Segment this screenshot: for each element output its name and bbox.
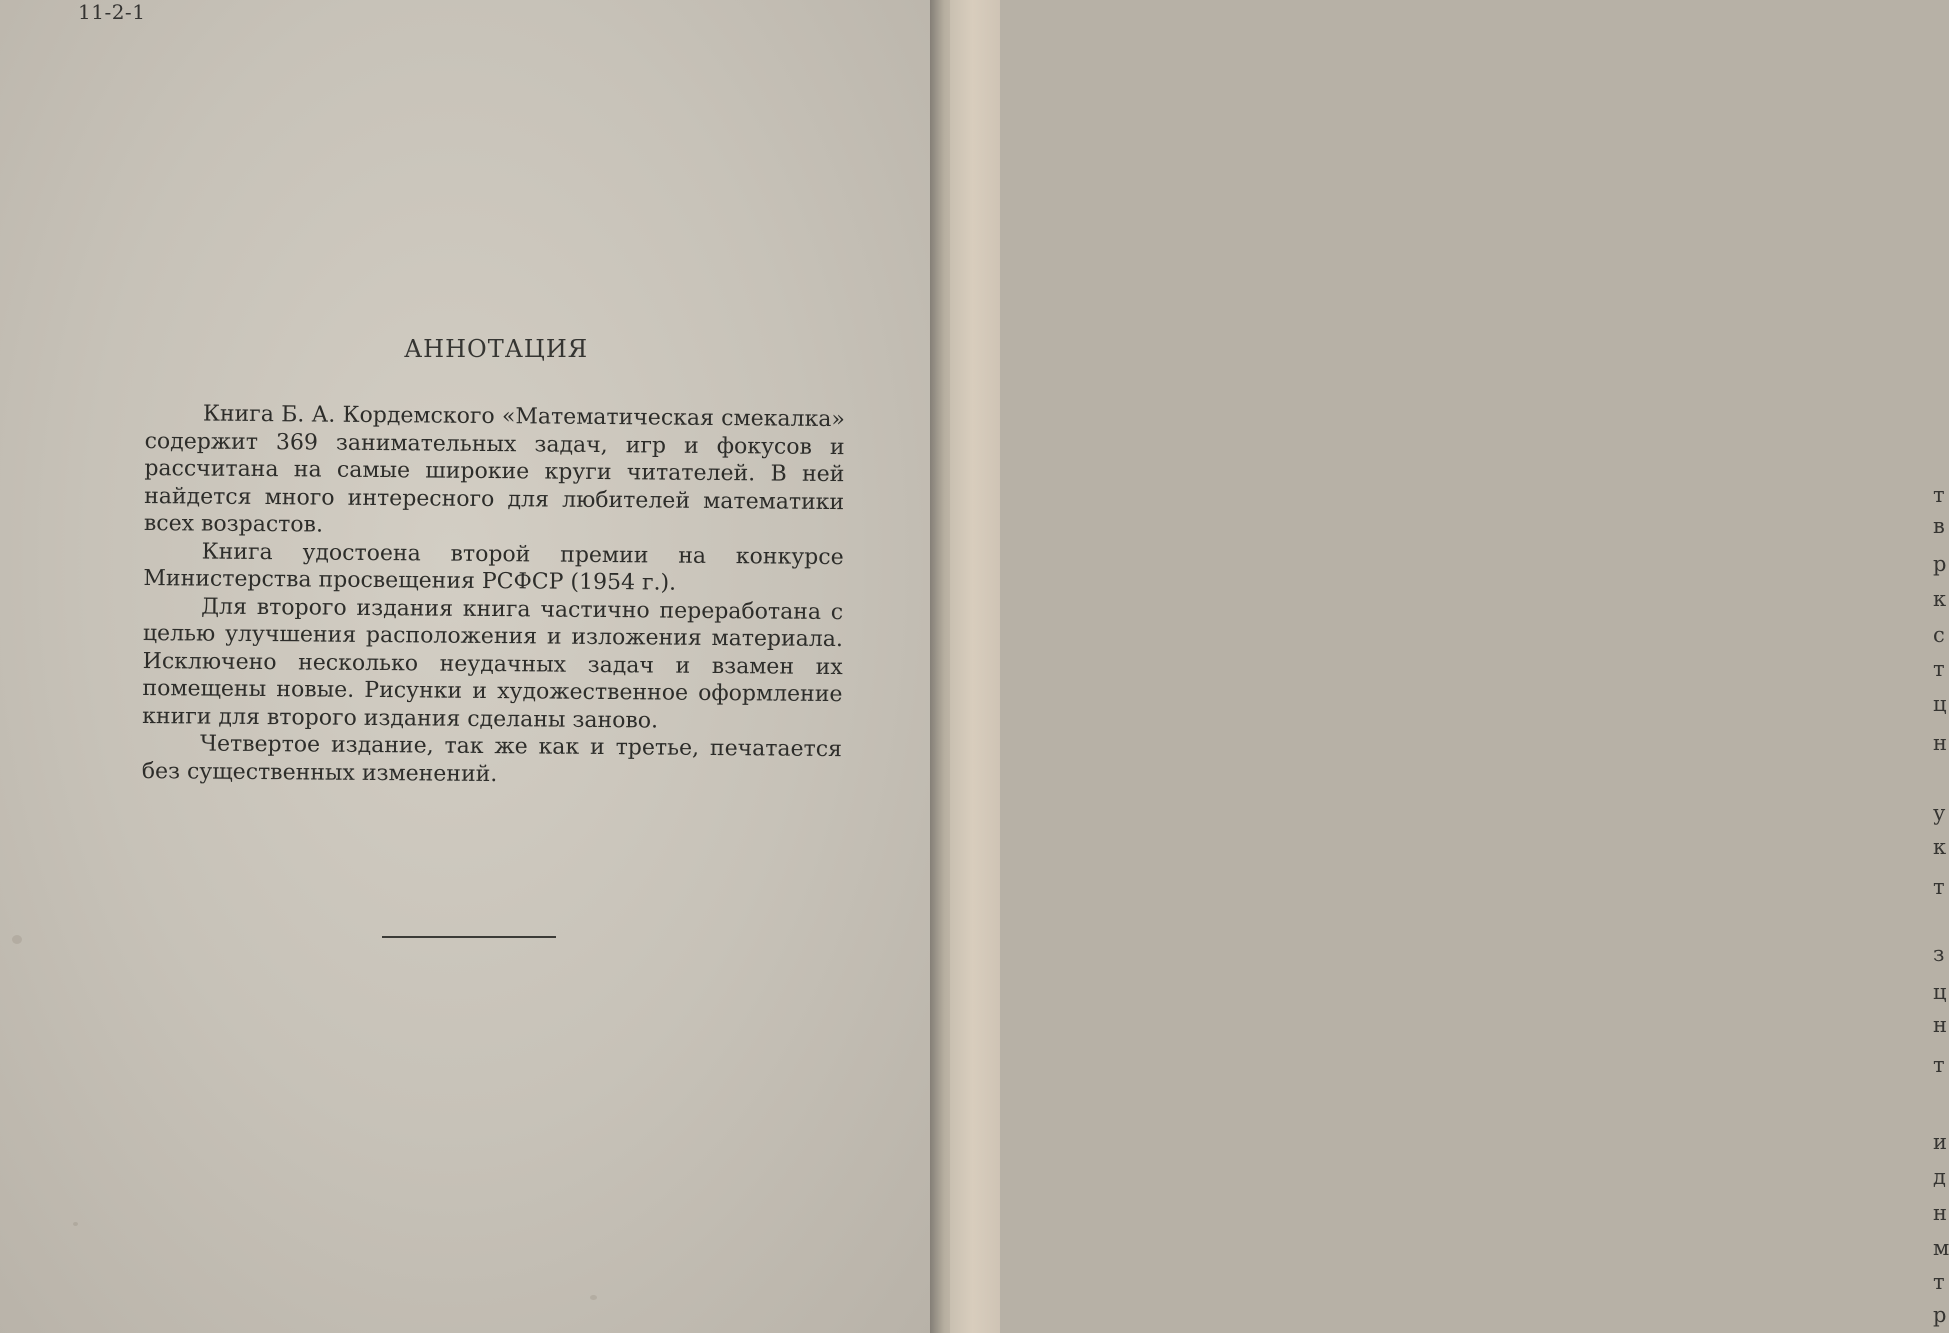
- right-page-edge-letter: к: [1933, 587, 1947, 611]
- right-page-edge-letter: н: [1933, 731, 1947, 755]
- right-page-edge-letter: к: [1933, 835, 1947, 859]
- annotation-paragraph-book-description: Книга Б. А. Кордемского «Математическая смекалка» содержит 369 занимательных задач, игр и фокусов и рассчитана на самые широкие круги читателей. В ней найдется много интересного для любителей математики всех возрастов.: [143, 401, 845, 538]
- right-page-edge-letter: м: [1933, 1236, 1949, 1260]
- right-page-edge-letter: р: [1933, 1303, 1947, 1327]
- paper-stain: [12, 935, 22, 944]
- annotation-paragraph-award: Книга удостоена второй премии на конкурсе Министерства просвещения РСФСР (1954 г.).: [143, 539, 844, 596]
- right-page-edge-letter: ц: [1933, 980, 1947, 1004]
- right-page-edge-letter: з: [1933, 942, 1945, 966]
- right-book-page-edge: [950, 0, 1949, 1333]
- right-page-edge-letter: р: [1933, 552, 1947, 576]
- right-page-edge-letter: т: [1933, 1270, 1945, 1294]
- paper-stain: [590, 1295, 597, 1300]
- right-page-edge-letter: т: [1933, 657, 1945, 681]
- left-book-page: [0, 0, 940, 1333]
- section-divider: [382, 936, 556, 938]
- right-page-edge-letter: д: [1933, 1165, 1946, 1189]
- annotation-paragraph-fourth-edition: Четвертое издание, так же как и третье, печатается без существенных изменений.: [141, 731, 843, 787]
- right-page-edge-letter: н: [1933, 1013, 1947, 1037]
- right-page-edge-letter: н: [1933, 1201, 1947, 1225]
- right-page-edge-letter: и: [1933, 1130, 1947, 1154]
- annotation-paragraph-second-edition: Для второго издания книга частично переработана с целью улучшения расположения и изложения материала. Исключено несколько неудачных задач и взамен их помещены новые. Рисунки и художественное оформление книги для второго издания сделаны заново.: [142, 593, 844, 733]
- page-title: АННОТАЦИЯ: [404, 335, 589, 363]
- right-page-edge-letter: т: [1933, 483, 1945, 507]
- right-page-edge-letter: в: [1933, 514, 1945, 538]
- right-page-edge-letter: т: [1933, 875, 1945, 899]
- paper-stain: [73, 1222, 78, 1226]
- page-code: 11-2-1: [78, 0, 146, 24]
- right-page-edge-letter: с: [1933, 623, 1945, 647]
- right-page-edge-letter: т: [1933, 1053, 1945, 1077]
- annotation-text: [142, 400, 845, 791]
- right-page-edge-letter: ц: [1933, 692, 1947, 716]
- right-page-edge-letter: у: [1933, 801, 1946, 825]
